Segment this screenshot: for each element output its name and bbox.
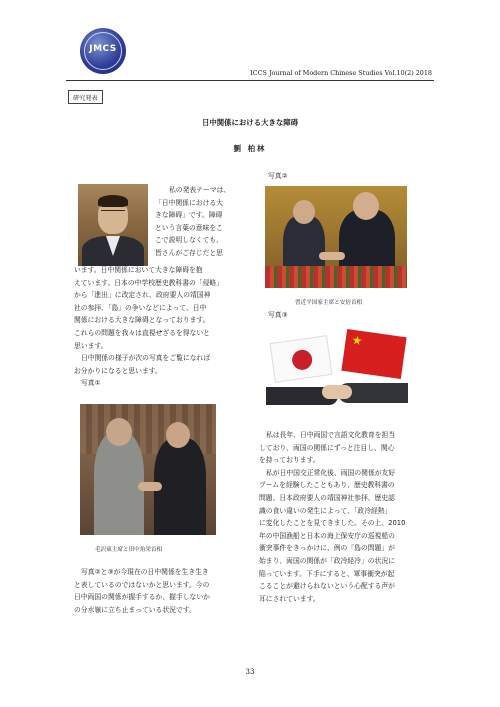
photo-flags-handshake [266,325,408,421]
intro-line: 皆さんがご存じだと思 [155,248,223,257]
intro-line: 「日中関係における大 [155,198,223,207]
intro-line: 私の発表テーマは、 [169,186,231,194]
author-portrait [78,184,148,266]
portrait-glasses [101,210,125,215]
article-author: 劉 柏林 [233,144,267,153]
photo2-handshake [319,252,345,260]
china-flag-star: ★ [350,332,364,349]
paragraph-line: の分水嶺に立ち止まっている状況です。 [74,605,196,614]
header-rule [66,80,434,81]
paragraph-line: います。日中関係において大きな障碍を抱 [74,266,203,274]
photo2-flowers [265,266,407,288]
photo1-label: 写真① [81,379,101,388]
paragraph-line: しており、両国の関係にずっと注目し、関心 [259,443,395,452]
paragraph-line: に変化したことを見てきました。その上、2010 [259,519,406,528]
photo2-head-left [293,200,315,224]
photo1-head-left [106,418,132,446]
photo-mao-tanaka [80,404,216,535]
photo1-head-right [166,422,190,448]
photo3-label: 写真③ [268,311,288,319]
photo2-head-right [353,192,379,220]
paragraph-line: 私は長年、日中両国で言語文化教育を担当 [266,431,396,439]
paragraph-line: 年の中国漁船と日本の海上保安庁の巡視船の [259,531,395,540]
photo2-label: 写真② [268,172,288,180]
paragraph-line: ブームを経験したこともあり、歴史教科書の [259,481,395,490]
left-column-text [74,264,246,390]
paragraph-line: 問題、日本政府要人の靖国神社参拝、歴史認 [259,493,395,502]
photo1-caption: 毛沢東主席と田中角栄首相 [95,547,163,553]
intro-text [155,184,245,260]
paragraph-line: 日中関係の様子が次の写真をご覧になれば [81,354,211,363]
section-label: 研究発表 [68,90,103,104]
photo3-handshake [322,385,352,399]
paragraph-line: 関係における大きな障碍となっております。 [74,316,210,325]
paragraph-line: 耳にされています。 [259,594,320,603]
right-column-text [259,429,431,605]
photo-xi-abe [265,186,407,288]
paragraph-line: を持っております。 [259,456,320,465]
paragraph-line: えています。日本の中学校歴史教科書の「侵略」 [74,278,223,287]
paragraph-line: 識の食い違いの発生によって、「政冷経熱」 [259,506,392,515]
paragraph-line: 始まり、両国の関係が「政冷経冷」の状況に [259,556,395,565]
logo-text: JMCS [89,44,117,54]
paragraph-line: お分かりになると思います。 [74,366,162,375]
paragraph-line: から「進出」に改定され、政府要人の靖国神 [74,291,211,300]
page-number: 33 [245,668,255,676]
paragraph-line: 衝突事件をきっかけに、例の「島の問題」が [259,544,395,553]
intro-line: こで説明しなくても、 [155,236,223,245]
china-flag-icon [341,329,406,379]
paragraph-line: これらの問題を我々は直視せざるを得ないと [74,328,210,337]
japan-flag-sun [291,349,314,372]
journal-logo [80,28,126,74]
journal-header: ICCS Journal of Modern Chinese Studies Vol.10(2) 2018 [250,69,432,77]
paragraph-line: 思います。 [74,341,108,350]
intro-line: きな障碍」です。障碍 [155,211,223,220]
article-title: 日中関係における大きな障碍 [201,118,299,127]
paragraph-line: こることが避けられないという心配する声が [259,582,395,591]
photo1-handshake [138,482,162,491]
left-column-text-bottom [74,566,246,616]
japan-flag-icon [269,335,332,383]
paragraph-line: 私が日中国交正常化後、両国の関係が友好 [266,468,396,477]
paragraph-line: と表しているのではないかと思います。今の [74,580,210,589]
paragraph-line: 写真②と③が今現在の日中関係を生き生き [81,568,209,576]
intro-line: という言葉の意味をこ [155,223,223,232]
paragraph-line: 陥っています。下手にすると、軍事衝突が起 [259,569,395,578]
paragraph-line: 日中両国の関係が握手するか、握手しないか [74,593,210,602]
paragraph-line: 社の参拝、「島」の争いなどによって、日中 [74,303,207,312]
photo2-caption: 習近平国家主席と安倍首相 [295,300,363,306]
portrait-hair [98,195,128,207]
photo1-figure-left [94,432,144,535]
